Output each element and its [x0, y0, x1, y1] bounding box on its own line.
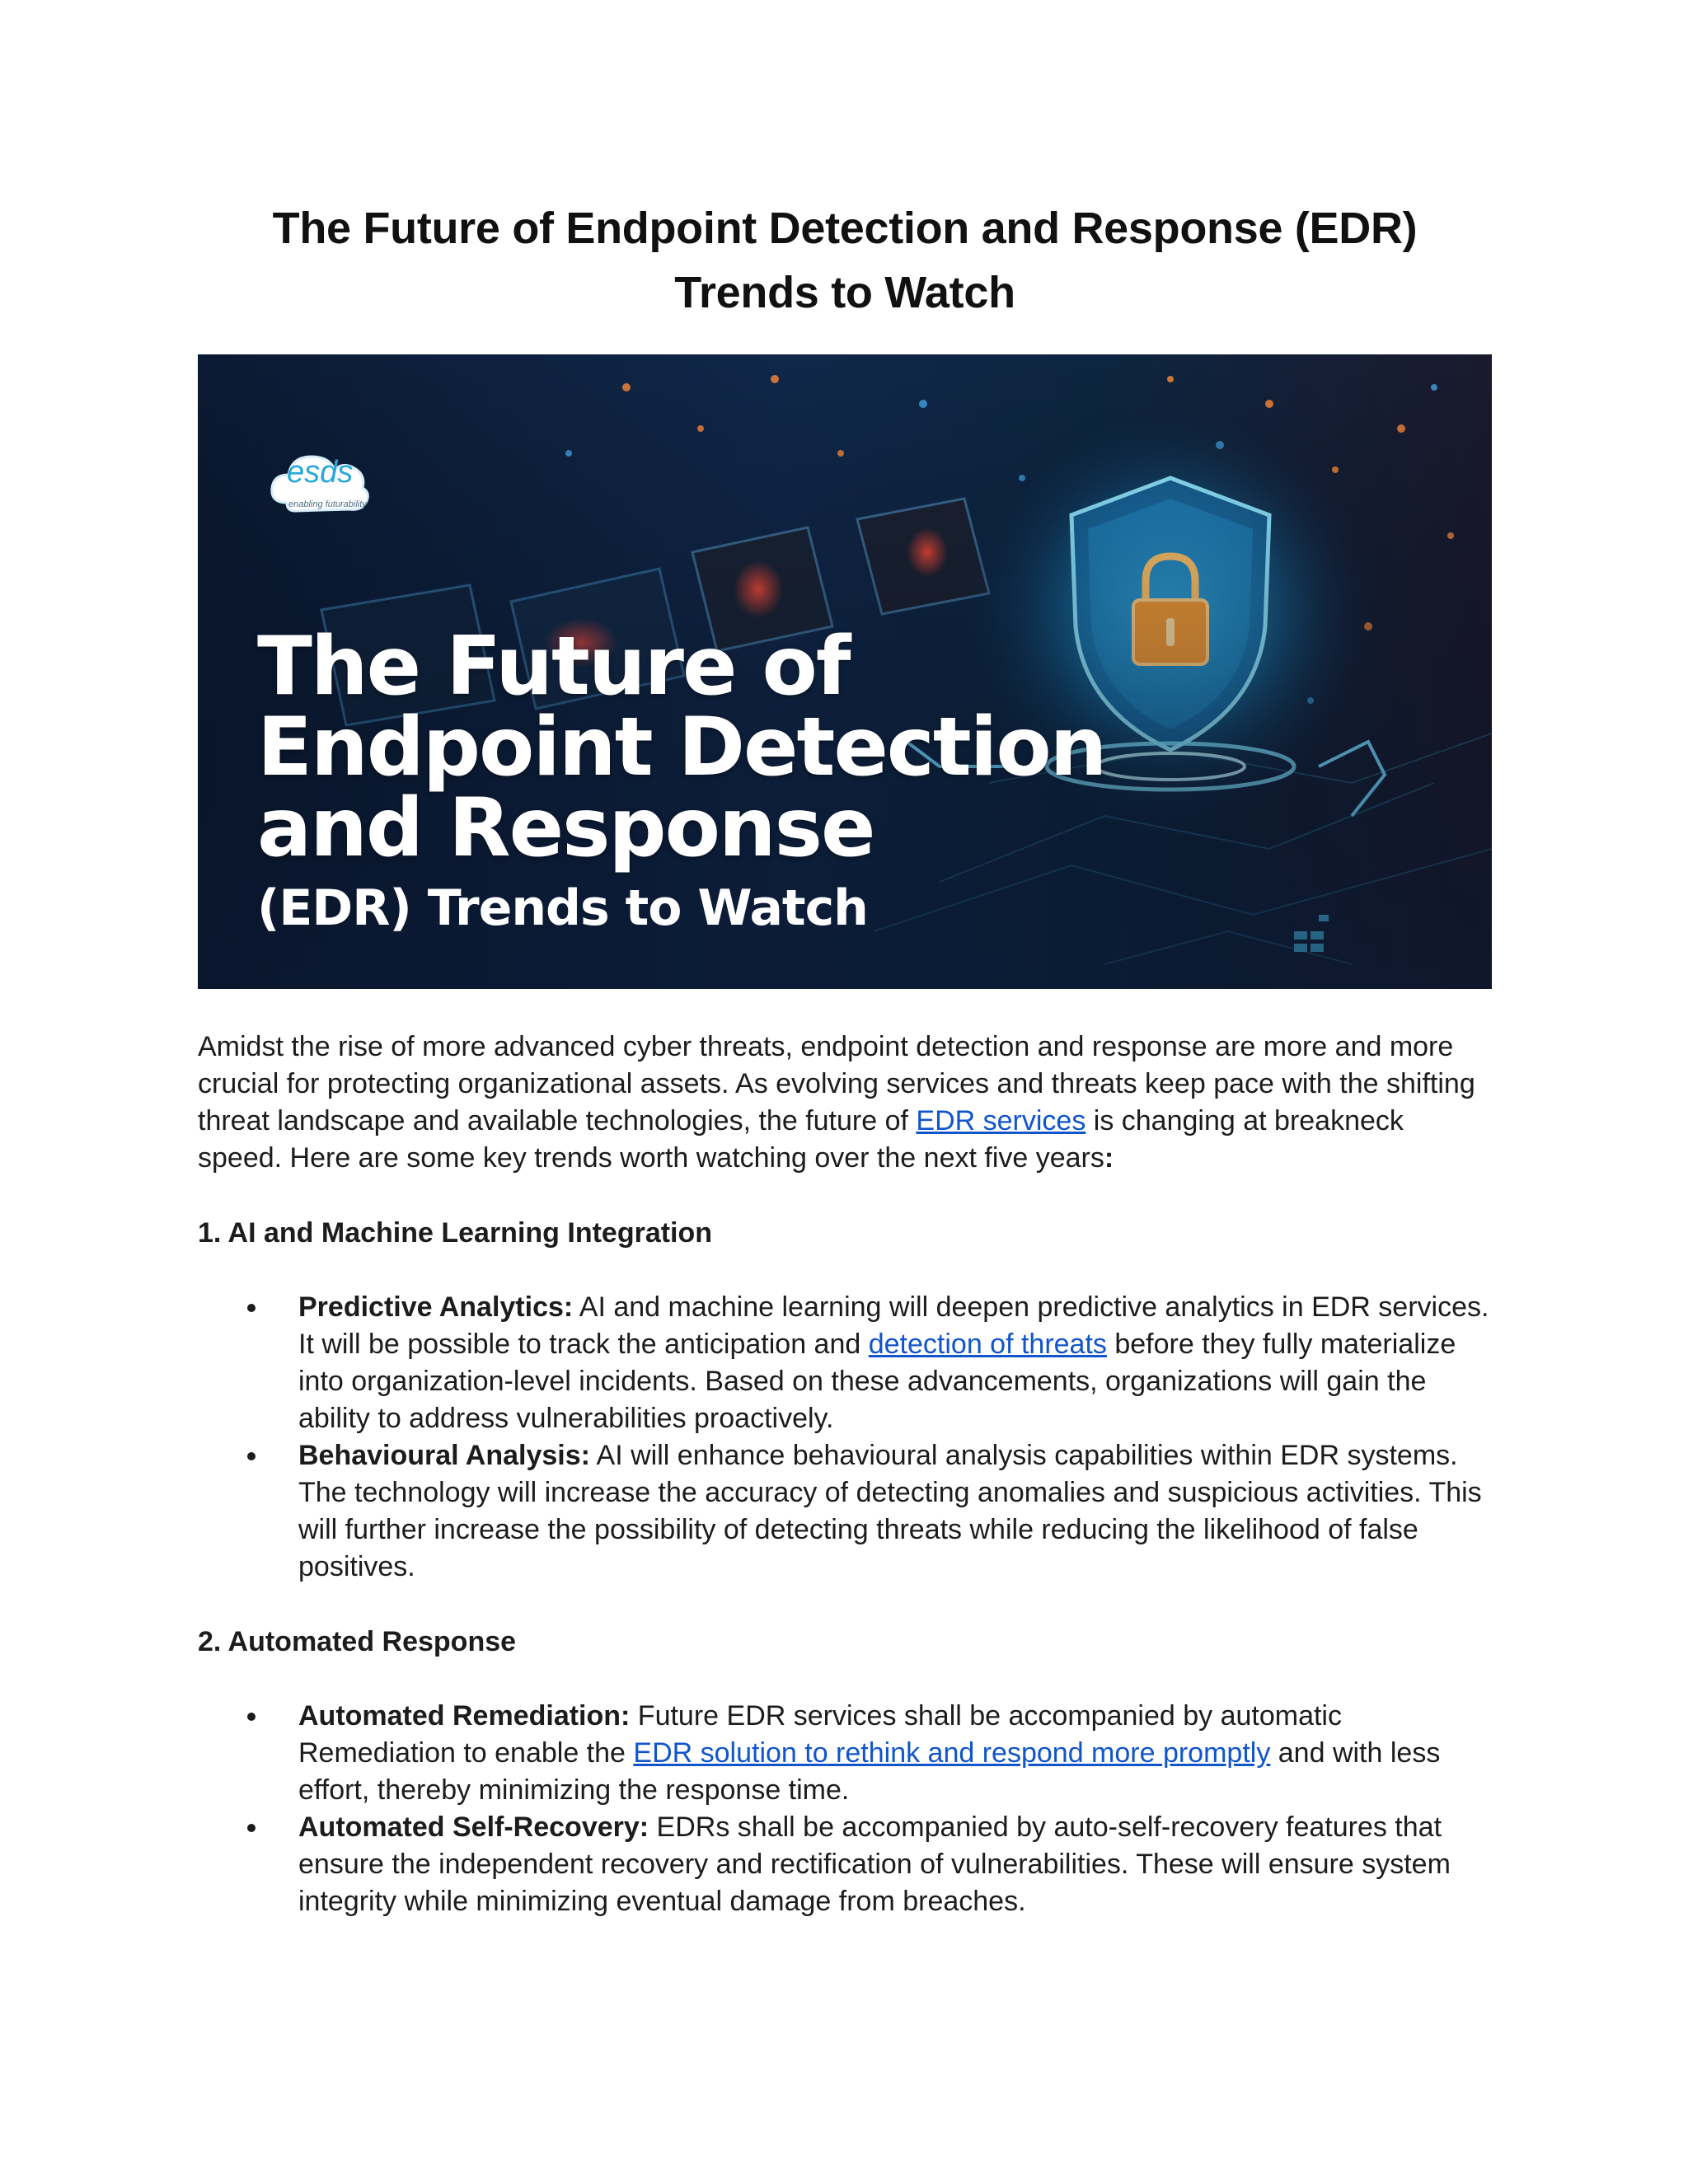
- item-label: Predictive Analytics:: [298, 1291, 574, 1323]
- intro-colon: :: [1104, 1142, 1114, 1174]
- bullet-icon: [247, 1824, 256, 1832]
- detection-of-threats-link[interactable]: detection of threats: [868, 1329, 1107, 1360]
- item-text: EDRs shall be accompanied by auto-self-recovery features that ensure the independent recovery and rectification of vulnerabilities. These will ensure system integrity while minimizing eventual damage from breaches.: [298, 1811, 1451, 1917]
- item-label: Automated Remediation:: [298, 1700, 631, 1732]
- section-2-list: [198, 1698, 1492, 1920]
- hero-subtitle: (EDR) Trends to Watch: [257, 879, 868, 937]
- bullet-icon: [247, 1304, 256, 1312]
- item-text: before they fully materialize into organization-level incidents. Based on these advancements, organizations will gain the ability to address vulnerabilities proactively.: [298, 1329, 1456, 1434]
- bullet-icon: [247, 1452, 256, 1460]
- section-1-list: [198, 1289, 1492, 1586]
- logo-tagline: enabling futurability: [288, 499, 367, 509]
- hero-title-line: and Response: [257, 781, 874, 875]
- intro-paragraph: [198, 1029, 1492, 1177]
- edr-solution-link[interactable]: EDR solution to rethink and respond more promptly: [633, 1737, 1271, 1769]
- page-title: The Future of Endpoint Detection and Response (EDR) Trends to Watch: [272, 204, 1418, 317]
- bullet-icon: [247, 1713, 256, 1721]
- section-heading: 2. Automated Response: [198, 1626, 517, 1657]
- hero-title: [257, 620, 1106, 875]
- hero-title-line: The Future of: [257, 620, 850, 714]
- item-text: AI and machine learning will deepen predictive analytics in EDR services. It will be possible to track the anticipation and: [298, 1291, 1489, 1360]
- section-heading: 1. AI and Machine Learning Integration: [198, 1217, 713, 1249]
- list-item: [298, 1289, 1492, 1437]
- item-label: Behavioural Analysis:: [298, 1440, 590, 1471]
- item-label: Automated Self-Recovery:: [298, 1811, 649, 1843]
- item-text: Future EDR services shall be accompanied by automatic Remediation to enable the: [298, 1700, 1342, 1769]
- logo-text: esds: [287, 455, 354, 490]
- hero-banner-image: [198, 354, 1492, 989]
- item-text: and with less effort, thereby minimizing the response time.: [298, 1737, 1441, 1806]
- item-text: AI will enhance behavioural analysis capabilities within EDR systems. The technology will increase the accuracy of detecting anomalies and suspicious activities. This will further increase the possibility of detecting threats while reducing the likelihood of false positives.: [298, 1440, 1482, 1582]
- intro-text: Amidst the rise of more advanced cyber threats, endpoint detection and response are more and more crucial for protecting organizational assets. As evolving services and threats keep pace with the shifting threat landscape and available technologies, the future of: [198, 1031, 1475, 1137]
- list-item: [298, 1437, 1492, 1586]
- list-item: [298, 1698, 1492, 1809]
- intro-text: is changing at breakneck speed. Here are some key trends worth watching over the next five years: [198, 1105, 1404, 1174]
- hero-title-line: Endpoint Detection: [257, 701, 1106, 794]
- edr-services-link[interactable]: EDR services: [916, 1105, 1086, 1137]
- document-page: [198, 196, 1492, 1920]
- list-item: [298, 1809, 1492, 1920]
